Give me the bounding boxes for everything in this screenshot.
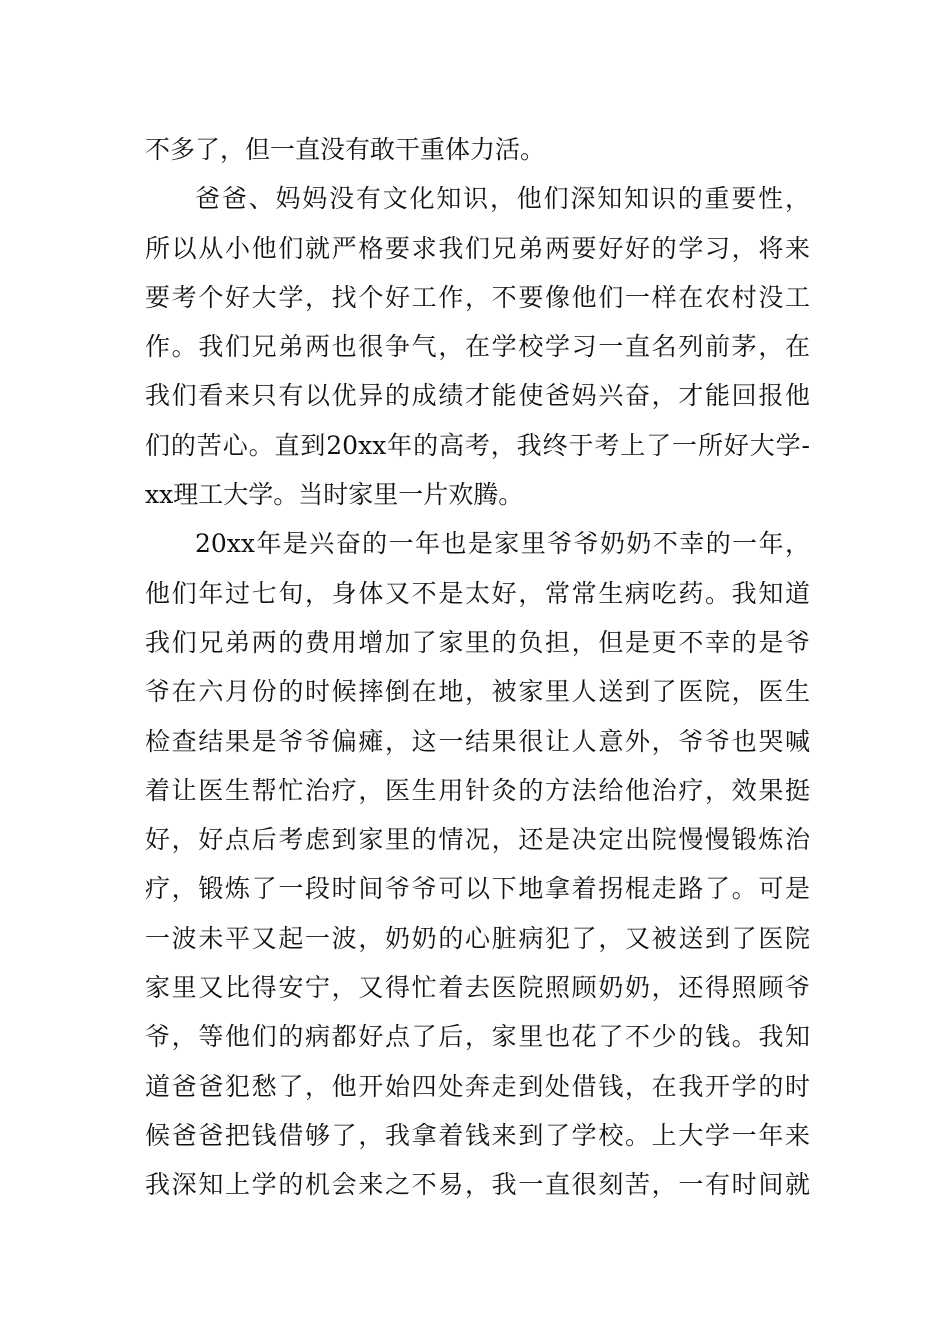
text-line: 候爸爸把钱借够了，我拿着钱来到了学校。上大学一年来 [145, 1120, 810, 1150]
text-line: xx理工大学。当时家里一片欢腾。 [145, 480, 524, 510]
text-line: 所以从小他们就严格要求我们兄弟两要好好的学习，将来 [145, 233, 810, 263]
text-line: 检查结果是爷爷偏瘫，这一结果很让人意外，爷爷也哭喊 [145, 726, 810, 756]
text-line: 我深知上学的机会来之不易，我一直很刻苦，一有时间就 [145, 1170, 810, 1200]
text-line: 20xx年是兴奋的一年也是家里爷爷奶奶不幸的一年， [195, 529, 810, 559]
text-line: 疗，锻炼了一段时间爷爷可以下地拿着拐棍走路了。可是 [145, 874, 810, 904]
text-line: 们的苦心。直到20xx年的高考，我终于考上了一所好大学- [145, 430, 810, 460]
text-line: 一波未平又起一波，奶奶的心脏病犯了，又被送到了医院 [145, 923, 810, 953]
text-line: 要考个好大学，找个好工作，不要像他们一样在农村没工 [145, 282, 810, 312]
text-line: 家里又比得安宁，又得忙着去医院照顾奶奶，还得照顾爷 [145, 973, 810, 1003]
text-line: 作。我们兄弟两也很争气，在学校学习一直名列前茅，在 [145, 332, 810, 362]
text-line: 好，好点后考虑到家里的情况，还是决定出院慢慢锻炼治 [145, 825, 810, 855]
text-line: 着让医生帮忙治疗，医生用针灸的方法给他治疗，效果挺 [145, 775, 810, 805]
text-line: 道爸爸犯愁了，他开始四处奔走到处借钱，在我开学的时 [145, 1071, 810, 1101]
text-line: 他们年过七旬，身体又不是太好，常常生病吃药。我知道 [145, 578, 810, 608]
text-line: 我们看来只有以优异的成绩才能使爸妈兴奋，才能回报他 [145, 381, 810, 411]
body-text [145, 125, 810, 1210]
text-line: 我们兄弟两的费用增加了家里的负担，但是更不幸的是爷 [145, 627, 810, 657]
text-line: 爷，等他们的病都好点了后，家里也花了不少的钱。我知 [145, 1022, 810, 1052]
text-line: 爷在六月份的时候摔倒在地，被家里人送到了医院，医生 [145, 677, 810, 707]
text-line: 爸爸、妈妈没有文化知识，他们深知知识的重要性， [195, 184, 810, 214]
text-line: 不多了，但一直没有敢干重体力活。 [145, 135, 546, 164]
